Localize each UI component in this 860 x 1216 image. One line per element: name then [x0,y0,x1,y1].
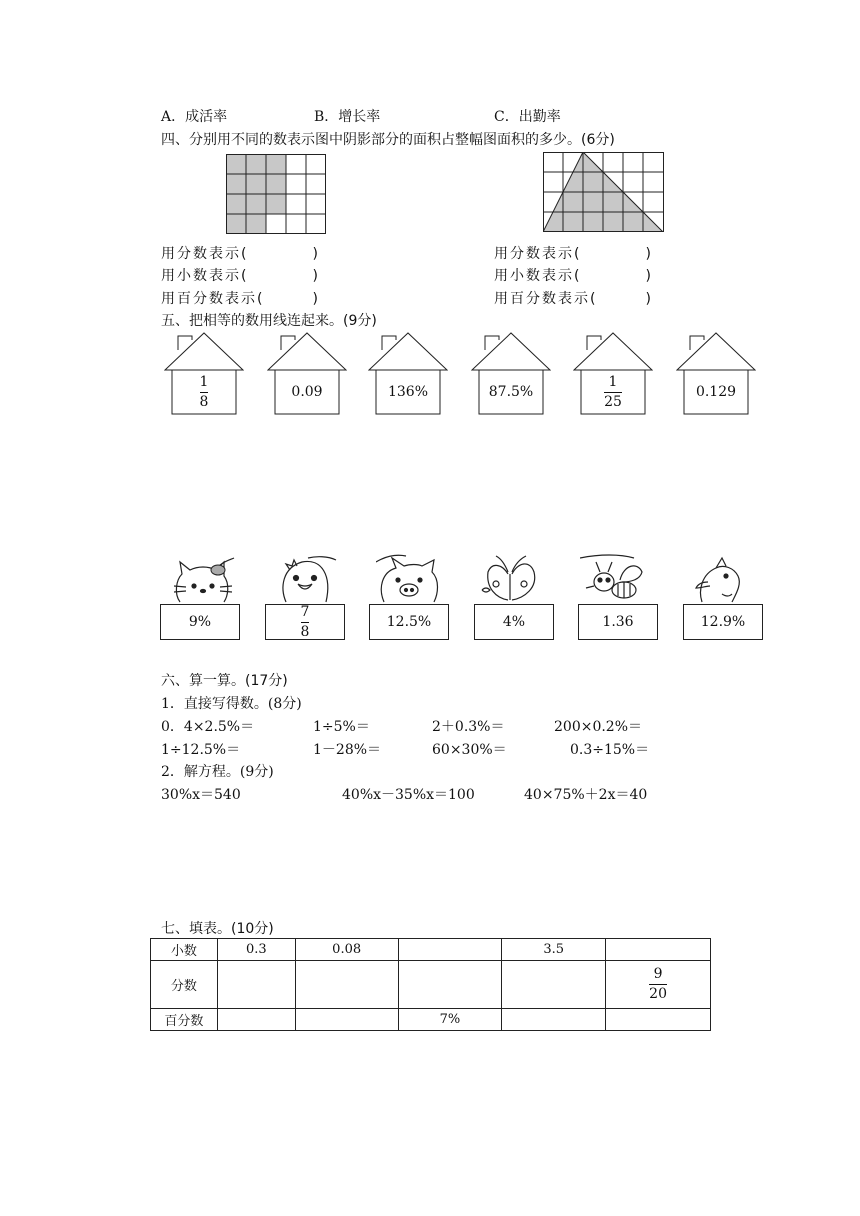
penguin-icon [272,554,338,604]
house-6[interactable] [676,330,756,418]
calc-6: 1－28%＝ [313,742,382,758]
table-cell[interactable] [606,1009,711,1031]
frac-den: 20 [649,986,667,1002]
calc-8: 0.3÷15%＝ [570,742,650,758]
option-b: B．增长率 [314,109,381,125]
house-1[interactable] [164,330,244,418]
table-cell[interactable] [295,1009,398,1031]
grid-figure-right [543,152,664,232]
kitty-icon [170,554,236,604]
house-4-value: 87.5% [488,384,534,400]
right-percent-blank[interactable]: 用百分数表示( ) [494,291,653,307]
table-row-decimal [151,939,711,961]
house-5[interactable] [573,330,653,418]
table-cell[interactable] [502,961,606,1009]
section-4-title: 四、分别用不同的数表示图中阴影部分的面积占整幅图面积的多少。(6分) [161,132,615,148]
q6-part1-title: 1．直接写得数。(8分) [161,696,302,712]
left-percent-blank[interactable]: 用百分数表示( ) [161,291,320,307]
animal-box-2[interactable] [265,604,345,640]
table-cell[interactable] [398,961,502,1009]
house-2[interactable] [267,330,347,418]
house-5-den: 25 [604,393,622,410]
left-fraction-blank[interactable]: 用分数表示( ) [161,246,320,262]
animal-box-1[interactable]: 9% [160,604,240,640]
house-1-den: 8 [199,393,209,410]
table-row-percent [151,1009,711,1031]
calc-4: 200×0.2%＝ [554,719,643,735]
table-cell[interactable] [295,961,398,1009]
frac-num: 9 [653,966,663,983]
animal-box-6[interactable]: 12.9% [683,604,763,640]
option-a: A．成活率 [161,109,228,125]
equation-2: 40%x－35%x＝100 [342,787,475,803]
house-3[interactable] [368,330,448,418]
calc-2: 1÷5%＝ [313,719,370,735]
right-decimal-blank[interactable]: 用小数表示( ) [494,268,653,284]
equation-1: 30%x＝540 [161,787,241,803]
house-5-num: 1 [608,373,618,390]
house-3-value: 136% [387,384,429,400]
table-cell[interactable] [606,939,711,961]
calc-7: 60×30%＝ [432,742,507,758]
animal-box-2-den: 8 [300,623,310,640]
house-6-value: 0.129 [695,384,737,400]
animal-box-4[interactable]: 4% [474,604,554,640]
section-7-title: 七、填表。(10分) [161,921,274,937]
right-fraction-blank[interactable]: 用分数表示( ) [494,246,653,262]
table-cell[interactable]: 7% [398,1009,502,1031]
table-cell-fraction[interactable] [606,961,711,1009]
row-head-fraction: 分数 [151,961,218,1009]
row-head-decimal: 小数 [151,939,218,961]
fill-table [150,938,711,1031]
bee-icon [580,554,646,604]
table-row-fraction [151,961,711,1009]
calc-5: 1÷12.5%＝ [161,742,241,758]
dolphin-icon [688,554,754,604]
row-head-percent: 百分数 [151,1009,218,1031]
house-4[interactable] [471,330,551,418]
table-cell[interactable] [398,939,502,961]
animal-box-3[interactable]: 12.5% [369,604,449,640]
calc-3: 2＋0.3%＝ [432,719,505,735]
left-decimal-blank[interactable]: 用小数表示( ) [161,268,320,284]
grid-figure-left [226,154,326,234]
house-2-value: 0.09 [291,384,323,400]
calc-1: 0．4×2.5%＝ [161,719,255,735]
table-cell[interactable]: 0.08 [295,939,398,961]
option-c: C．出勤率 [494,109,561,125]
butterfly-icon [478,554,544,604]
house-1-num: 1 [199,373,209,390]
table-cell[interactable]: 0.3 [217,939,295,961]
pig-icon [376,554,442,604]
animal-box-2-num: 7 [300,603,310,620]
table-cell[interactable]: 3.5 [502,939,606,961]
table-cell[interactable] [217,1009,295,1031]
section-6-title: 六、算一算。(17分) [161,673,288,689]
section-5-title: 五、把相等的数用线连起来。(9分) [161,313,377,329]
table-cell[interactable] [502,1009,606,1031]
table-cell[interactable] [217,961,295,1009]
animal-box-5[interactable]: 1.36 [578,604,658,640]
equation-3: 40×75%＋2x＝40 [524,787,648,803]
q6-part2-title: 2．解方程。(9分) [161,764,274,780]
